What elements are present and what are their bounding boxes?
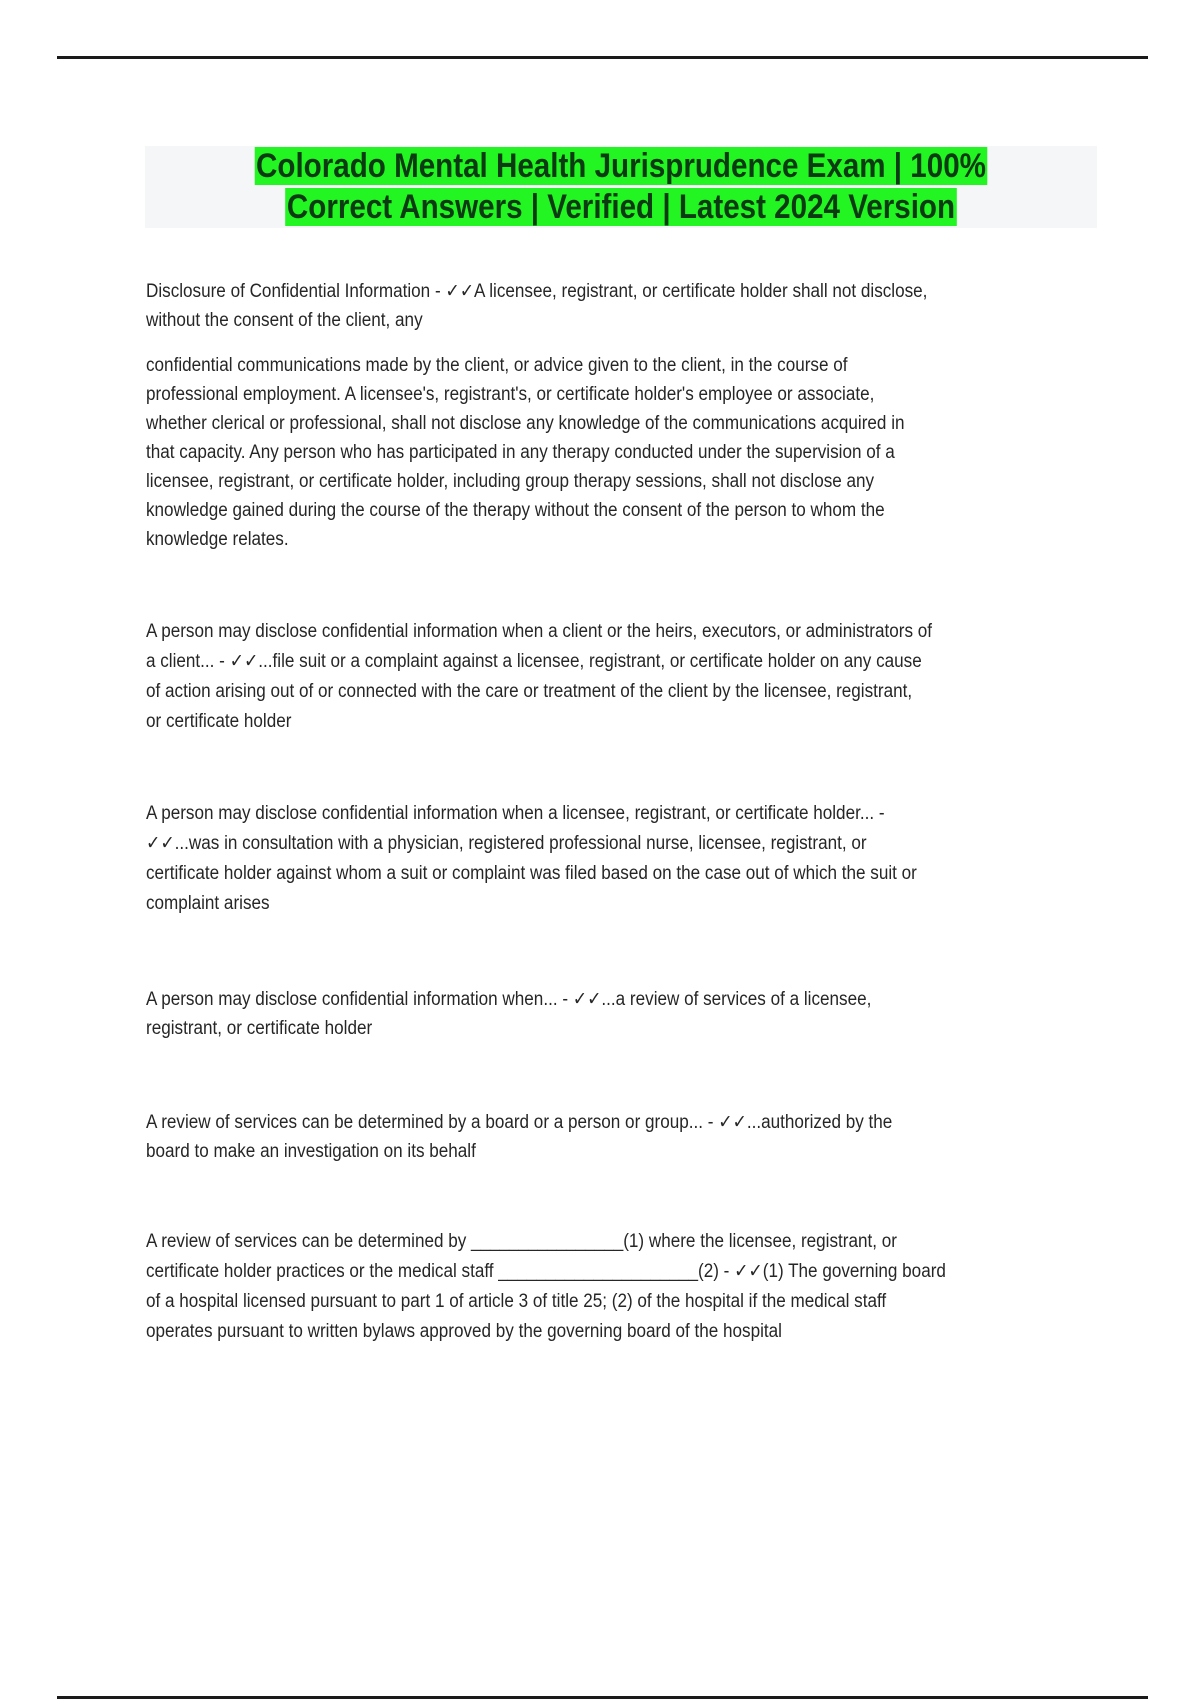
footer-rule bbox=[57, 1696, 1148, 1699]
text-line: without the consent of the client, any bbox=[146, 310, 423, 331]
text-line: licensee, registrant, or certificate holder, including group therapy sessions, shall not disclose any bbox=[146, 471, 875, 492]
text-line: that capacity. Any person who has participated in any therapy conducted under the supervision of a bbox=[146, 442, 895, 463]
title-line-1: Colorado Mental Health Jurisprudence Exam | 100% bbox=[256, 147, 986, 185]
text-line: of a hospital licensed pursuant to part 1 of article 3 of title 25; (2) of the hospital if the medical staff bbox=[146, 1291, 887, 1312]
text-line: certificate holder against whom a suit or complaint was filed based on the case out of which the suit or bbox=[146, 863, 917, 884]
text-line: A review of services can be determined by a board or a person or group... - ✓✓...authorized by the bbox=[146, 1112, 893, 1133]
text-line: Disclosure of Confidential Information - ✓✓A licensee, registrant, or certificate holder shall not disclose, bbox=[146, 281, 928, 302]
qa-disclosure-continued bbox=[146, 351, 1136, 554]
text-line: knowledge relates. bbox=[146, 529, 289, 550]
text-line: confidential communications made by the client, or advice given to the client, in the course of bbox=[146, 355, 848, 376]
title-line-2: Correct Answers | Verified | Latest 2024 Version bbox=[286, 188, 956, 226]
text-line: registrant, or certificate holder bbox=[146, 1018, 373, 1039]
text-line: certificate holder practices or the medical staff _____________________(2) - ✓✓(1) The governing board bbox=[146, 1261, 946, 1282]
text-line: knowledge gained during the course of the therapy without the consent of the person to whom the bbox=[146, 500, 885, 521]
qa-review-hospital bbox=[146, 1227, 1136, 1347]
text-line: A review of services can be determined by ________________(1) where the licensee, registrant, or bbox=[146, 1231, 897, 1252]
text-line: A person may disclose confidential information when a licensee, registrant, or certificate holder... - bbox=[146, 803, 885, 824]
text-line: board to make an investigation on its behalf bbox=[146, 1141, 476, 1162]
qa-review-of-services bbox=[146, 985, 1136, 1043]
text-line: complaint arises bbox=[146, 893, 270, 914]
text-line: professional employment. A licensee's, registrant's, or certificate holder's employee or associate, bbox=[146, 384, 875, 405]
text-line: operates pursuant to written bylaws approved by the governing board of the hospital bbox=[146, 1321, 782, 1342]
text-line: or certificate holder bbox=[146, 711, 292, 732]
text-line: a client... - ✓✓...file suit or a complaint against a licensee, registrant, or certificate holder on any cause bbox=[146, 651, 922, 672]
qa-disclosure-confidential bbox=[146, 277, 1136, 335]
header-rule bbox=[57, 56, 1148, 59]
text-line: A person may disclose confidential information when a client or the heirs, executors, or administrators of bbox=[146, 621, 933, 642]
text-line: of action arising out of or connected with the care or treatment of the client by the licensee, registrant, bbox=[146, 681, 913, 702]
qa-consultation bbox=[146, 799, 1136, 919]
qa-client-suit bbox=[146, 617, 1136, 737]
text-line: whether clerical or professional, shall not disclose any knowledge of the communications acquired in bbox=[146, 413, 905, 434]
title-banner bbox=[145, 146, 1097, 228]
document-title bbox=[207, 146, 1035, 228]
text-line: A person may disclose confidential information when... - ✓✓...a review of services of a licensee, bbox=[146, 989, 872, 1010]
text-line: ✓✓...was in consultation with a physician, registered professional nurse, licensee, registrant, or bbox=[146, 833, 867, 854]
qa-review-board bbox=[146, 1108, 1136, 1166]
